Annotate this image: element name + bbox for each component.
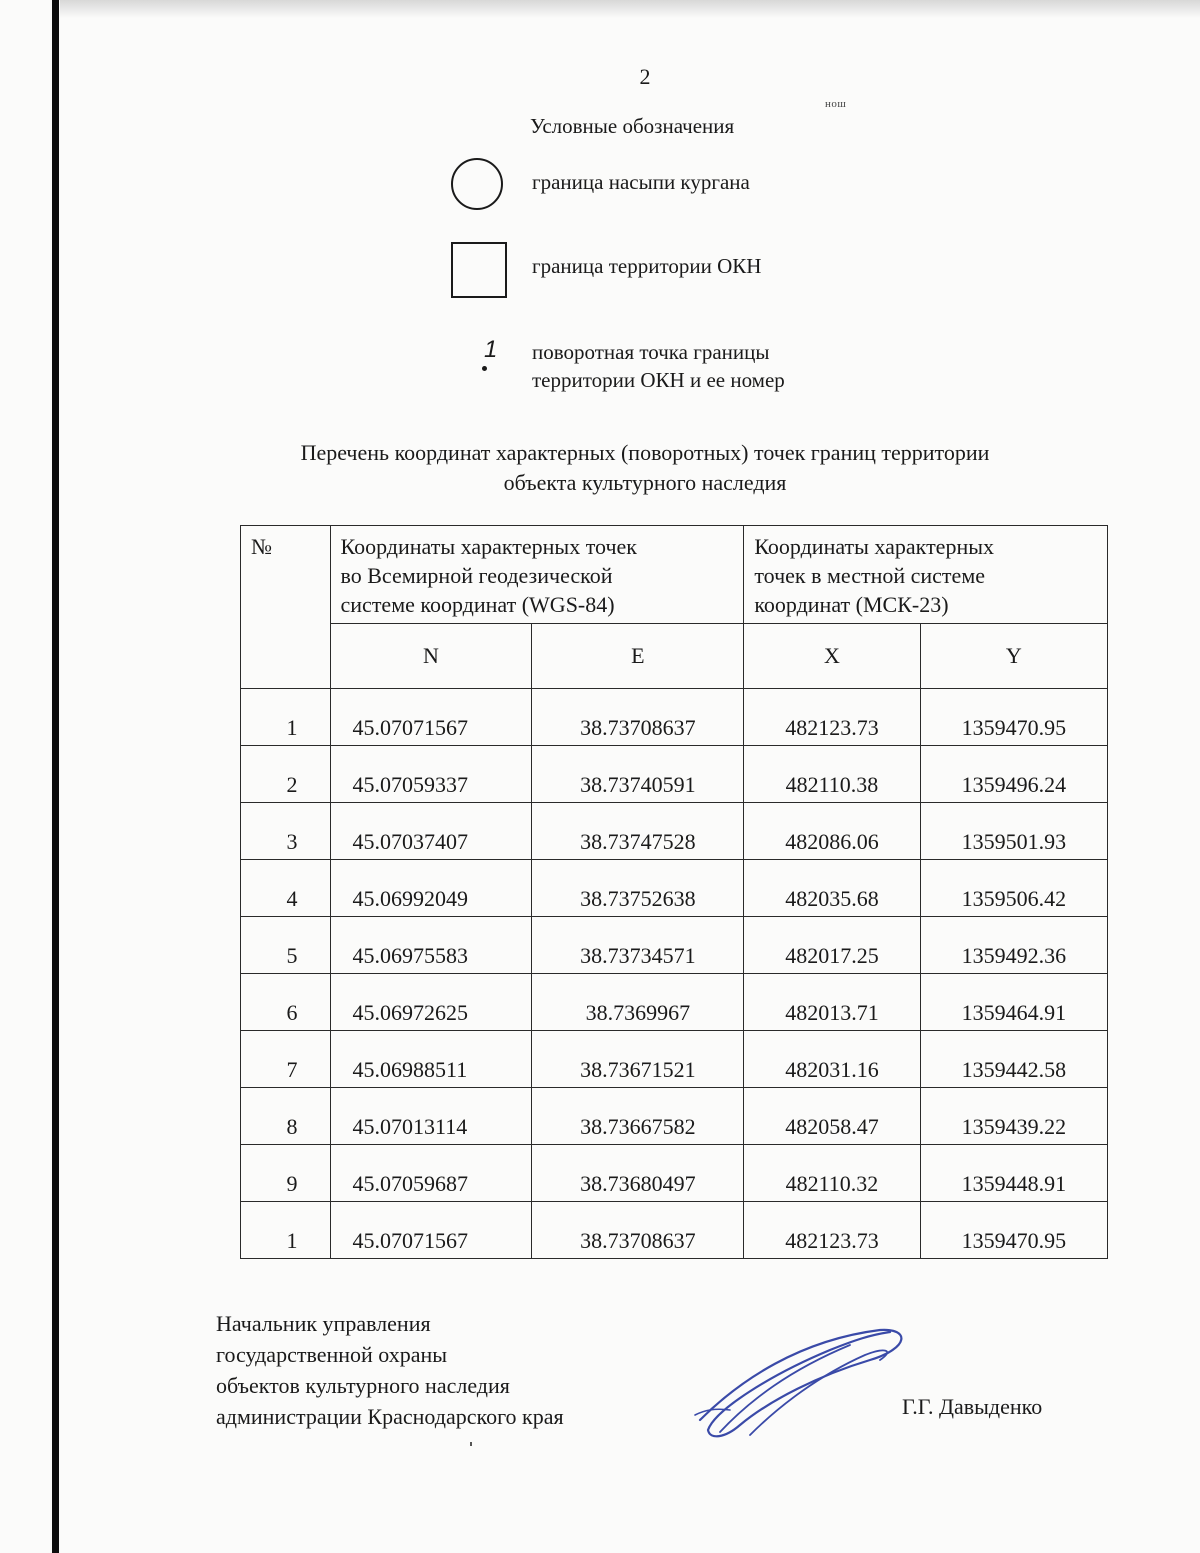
cell-point-number: 1 [241, 689, 331, 746]
header-col-e: E [532, 624, 744, 689]
cell-x: 482035.68 [744, 860, 920, 917]
cell-x: 482031.16 [744, 1031, 920, 1088]
cell-latitude: 45.07059337 [330, 746, 532, 803]
cell-y: 1359501.93 [920, 803, 1107, 860]
cell-y: 1359470.95 [920, 1202, 1107, 1259]
header-col-y: Y [920, 624, 1107, 689]
table-row [241, 1145, 1108, 1202]
turning-point-number: 1 [484, 336, 498, 363]
header-wgs84: Координаты характерных точек во Всемирной геодезической системе координат (WGS-84) [330, 526, 744, 624]
cell-longitude: 38.73747528 [532, 803, 744, 860]
cell-y: 1359496.24 [920, 746, 1107, 803]
cell-latitude: 45.07037407 [330, 803, 532, 860]
cell-point-number: 1 [241, 1202, 331, 1259]
cell-y: 1359492.36 [920, 917, 1107, 974]
cell-latitude: 45.06992049 [330, 860, 532, 917]
cell-latitude: 45.07071567 [330, 689, 532, 746]
cell-x: 482110.38 [744, 746, 920, 803]
cell-x: 482123.73 [744, 1202, 920, 1259]
cell-latitude: 45.07013114 [330, 1088, 532, 1145]
cell-x: 482123.73 [744, 689, 920, 746]
corner-mark: нош [825, 98, 847, 110]
header-col-n: N [330, 624, 532, 689]
scan-shadow [60, 0, 1200, 18]
scan-edge [52, 0, 59, 1553]
cell-longitude: 38.73667582 [532, 1088, 744, 1145]
signer-name: Г.Г. Давыденко [902, 1394, 1043, 1419]
table-body [241, 689, 1108, 1259]
table-row [241, 746, 1108, 803]
cell-y: 1359442.58 [920, 1031, 1107, 1088]
legend-item-label: поворотная точка границы территории ОКН и ее номер [532, 340, 785, 392]
table-row [241, 689, 1108, 746]
cell-longitude: 38.73671521 [532, 1031, 744, 1088]
cell-longitude: 38.73740591 [532, 746, 744, 803]
cell-x: 482086.06 [744, 803, 920, 860]
cell-longitude: 38.73734571 [532, 917, 744, 974]
cell-latitude: 45.06988511 [330, 1031, 532, 1088]
table-row [241, 803, 1108, 860]
table-row [241, 974, 1108, 1031]
table-row [241, 917, 1108, 974]
cell-point-number: 4 [241, 860, 331, 917]
list-title: Перечень координат характерных (поворотных) точек границ территории объекта культурного наследия [300, 440, 990, 495]
cell-longitude: 38.7369967 [532, 974, 744, 1031]
signer-title: Начальник управления государственной охраны объектов культурного наследия администрации Краснодарского края [216, 1311, 564, 1429]
cell-x: 482058.47 [744, 1088, 920, 1145]
legend-item-label: граница насыпи кургана [532, 170, 750, 194]
cell-longitude: 38.73680497 [532, 1145, 744, 1202]
cell-point-number: 5 [241, 917, 331, 974]
handwritten-signature [680, 1320, 920, 1450]
table-row [241, 1031, 1108, 1088]
table-row [241, 1088, 1108, 1145]
header-col-x: X [744, 624, 920, 689]
header-number: № [241, 526, 331, 689]
legend-title: Условные обозначения [530, 114, 735, 138]
cell-longitude: 38.73708637 [532, 689, 744, 746]
cell-point-number: 7 [241, 1031, 331, 1088]
cell-point-number: 2 [241, 746, 331, 803]
cell-y: 1359448.91 [920, 1145, 1107, 1202]
cell-point-number: 6 [241, 974, 331, 1031]
cell-point-number: 9 [241, 1145, 331, 1202]
page-number: 2 [639, 64, 651, 89]
cell-x: 482013.71 [744, 974, 920, 1031]
cell-longitude: 38.73752638 [532, 860, 744, 917]
cell-latitude: 45.07059687 [330, 1145, 532, 1202]
cell-latitude: 45.06972625 [330, 974, 532, 1031]
cell-latitude: 45.07071567 [330, 1202, 532, 1259]
cell-x: 482110.32 [744, 1145, 920, 1202]
cell-x: 482017.25 [744, 917, 920, 974]
header-msk23: Координаты характерных точек в местной системе координат (МСК-23) [744, 526, 1108, 624]
cell-point-number: 8 [241, 1088, 331, 1145]
legend-item-label: граница территории ОКН [532, 254, 762, 278]
cell-y: 1359506.42 [920, 860, 1107, 917]
table-row [241, 1202, 1108, 1259]
table-row [241, 860, 1108, 917]
cell-point-number: 3 [241, 803, 331, 860]
cell-latitude: 45.06975583 [330, 917, 532, 974]
coordinates-table [240, 525, 1108, 1259]
cell-y: 1359439.22 [920, 1088, 1107, 1145]
cell-longitude: 38.73708637 [532, 1202, 744, 1259]
cell-y: 1359470.95 [920, 689, 1107, 746]
scan-speck [470, 1442, 472, 1446]
cell-y: 1359464.91 [920, 974, 1107, 1031]
